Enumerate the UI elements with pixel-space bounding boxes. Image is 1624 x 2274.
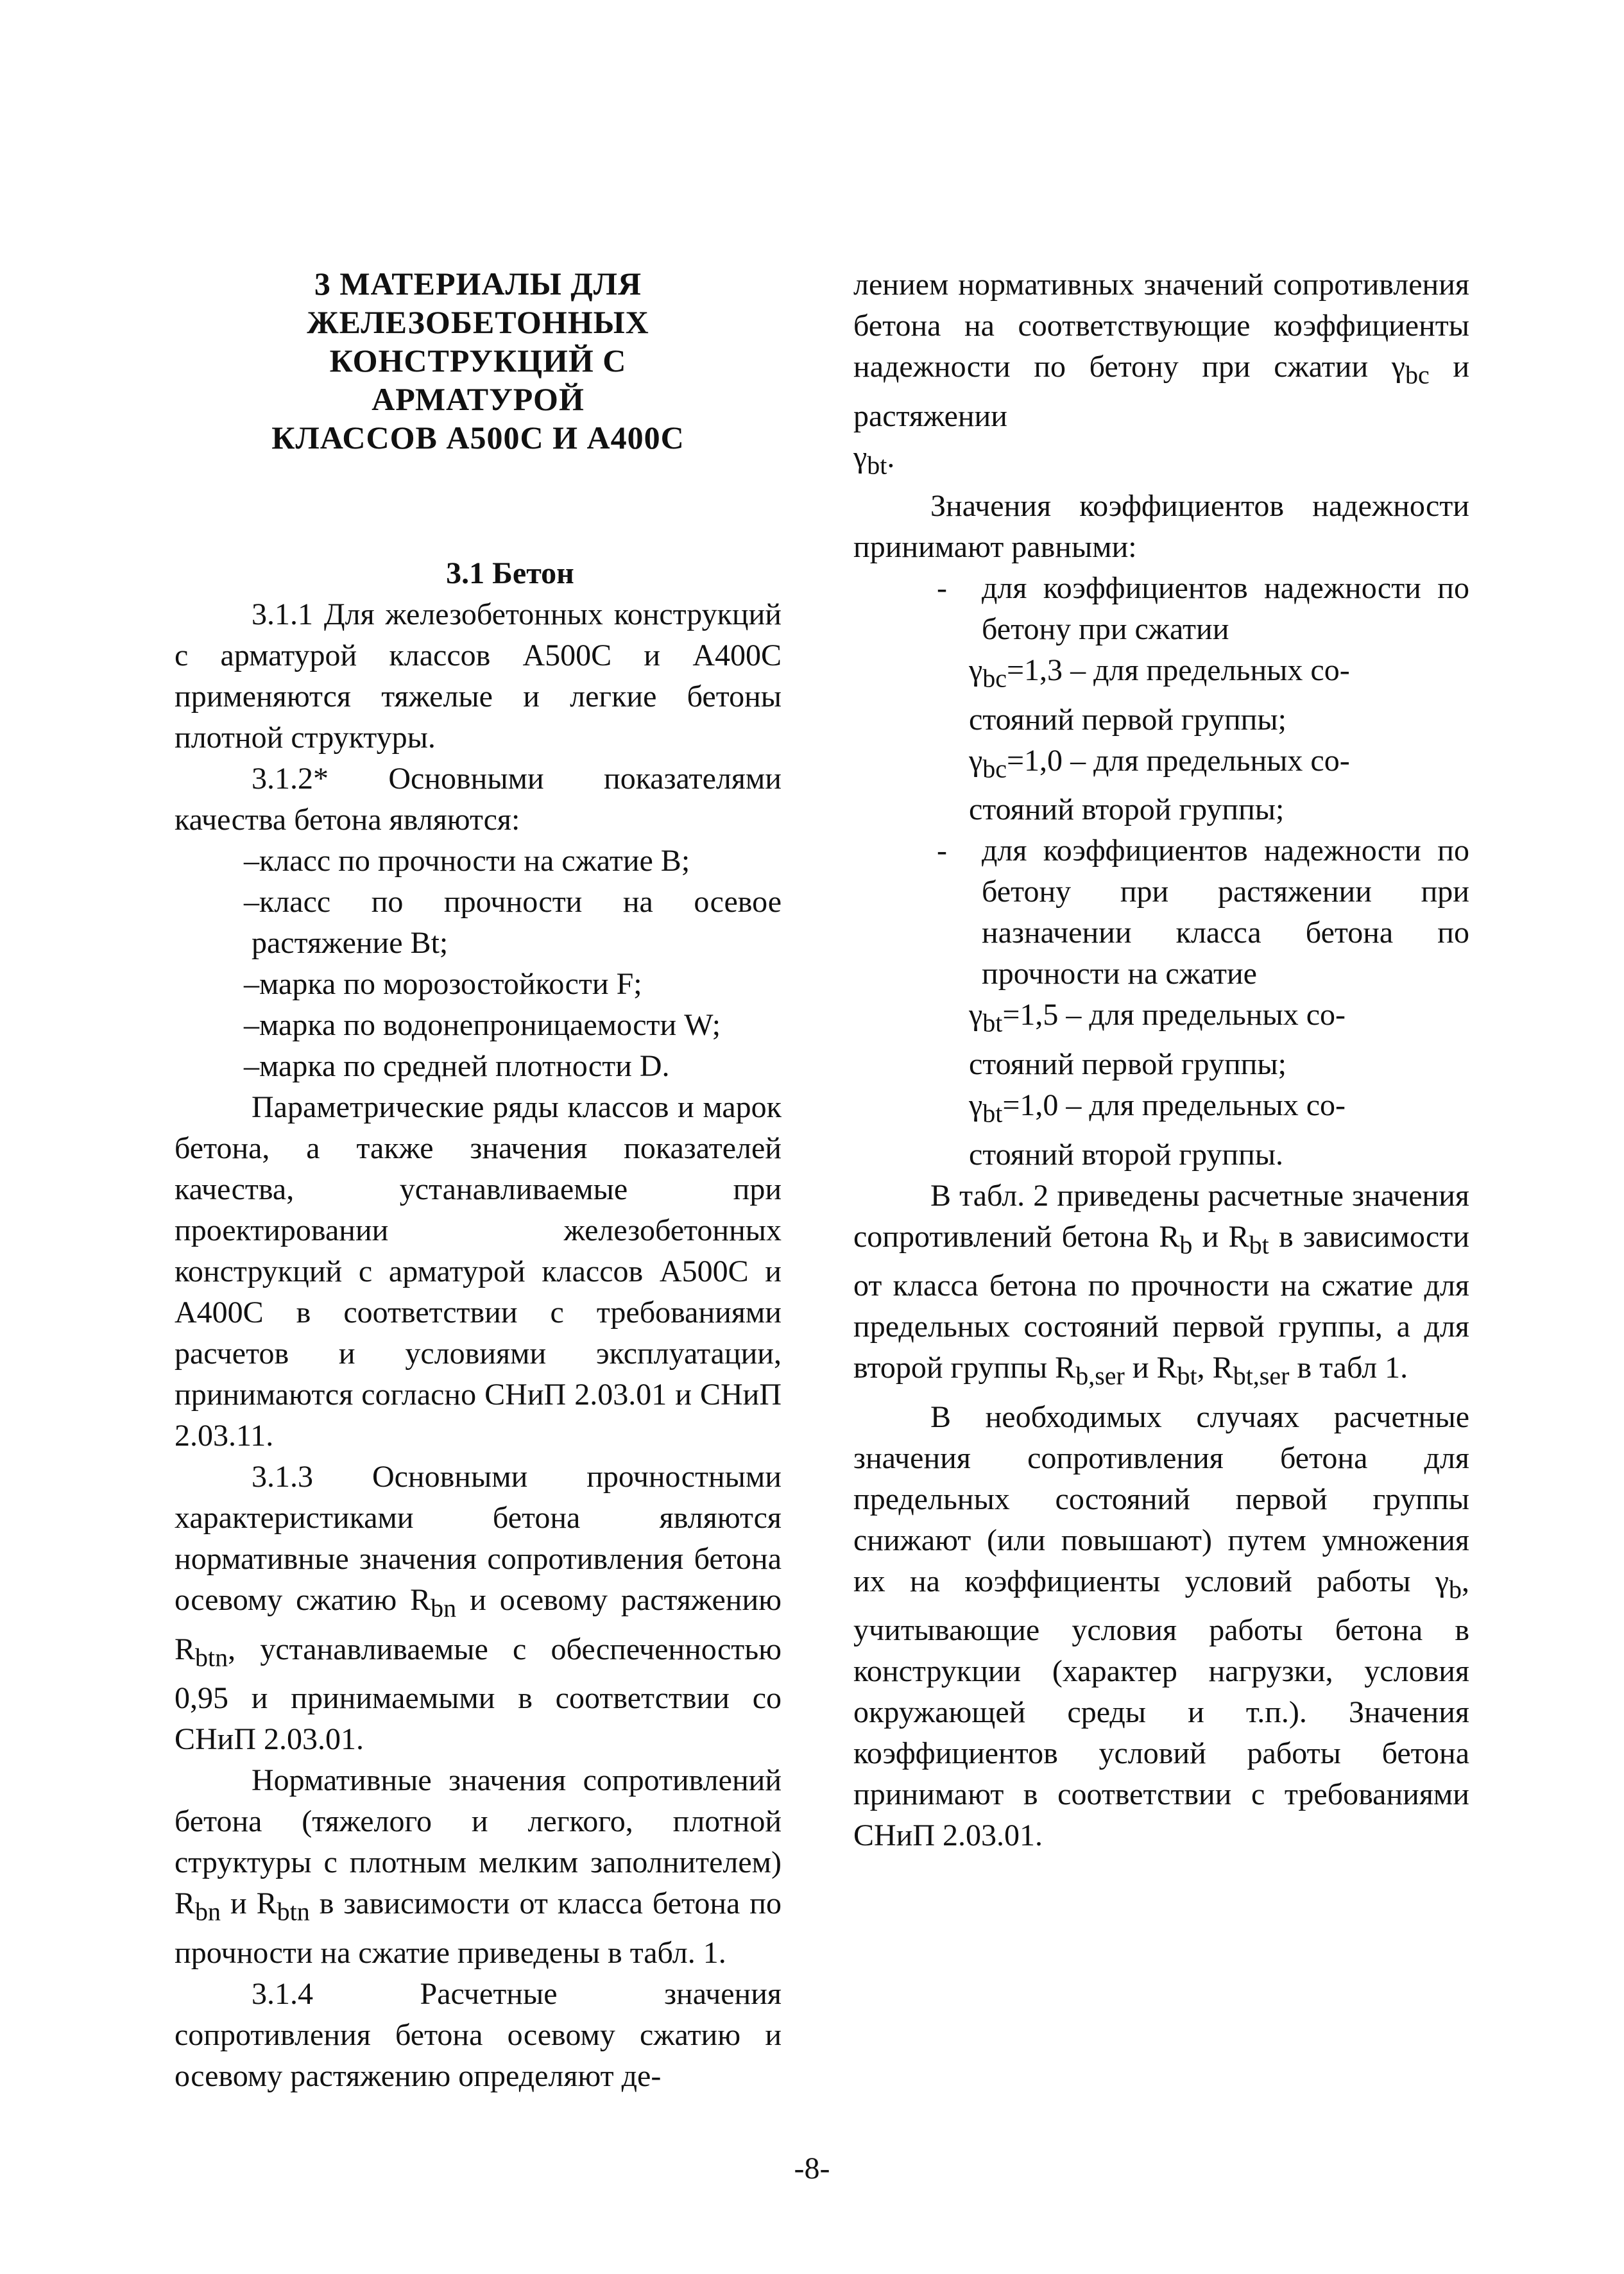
text: – для предельных со- bbox=[1058, 998, 1346, 1032]
text: лением нормативных значений сопротивления бетона на соответствующие коэффициенты надежности по бетону при сжатии γ bbox=[853, 268, 1469, 384]
coefficient-line bbox=[853, 995, 1469, 1044]
list-item: –марка по средней плотности D. bbox=[244, 1049, 670, 1083]
subscript: btn bbox=[277, 1897, 310, 1926]
paragraph-values: Значения коэффициентов надежности принимают равными: bbox=[853, 489, 1469, 565]
coefficient-line: стояний первой группы; bbox=[969, 702, 1286, 737]
subscript: b,ser bbox=[1075, 1361, 1125, 1390]
heading-line: АРМАТУРОЙ bbox=[372, 381, 585, 417]
coefficient-line: стояний первой группы; bbox=[969, 1047, 1286, 1081]
text: в зависимости от класса бетона по прочности на сжатие приведены в табл. 1. bbox=[175, 1886, 782, 1970]
text: и R bbox=[1192, 1219, 1249, 1254]
gamma-symbol: γ bbox=[969, 743, 983, 778]
coefficient-value: =1,5 bbox=[1002, 998, 1059, 1032]
subscript: bt bbox=[982, 1008, 1003, 1038]
subsection-heading: 3.1 Бетон bbox=[446, 556, 574, 590]
text: и растяжении bbox=[853, 350, 1470, 433]
heading-line: 3 МАТЕРИАЛЫ ДЛЯ bbox=[314, 266, 642, 302]
subscript: btn bbox=[195, 1643, 228, 1672]
bullet-item bbox=[853, 830, 1469, 995]
paragraph-3-1-3 bbox=[175, 1457, 782, 1760]
heading-line: КОНСТРУКЦИЙ С bbox=[329, 343, 627, 379]
subscript: bt bbox=[867, 450, 887, 480]
text: В необходимых случаях расчетные значения сопротивления бетона для предельных состояний первой группы снижают (или повышают) путем умножения их на коэффициенты условий работы γ bbox=[853, 1399, 1469, 1598]
text: Нормативные значения сопротивлений бетона (тяжелого и легкого, плотной структуры с плотным мелким заполнителем) R bbox=[175, 1763, 782, 1921]
text: и R bbox=[1124, 1351, 1177, 1385]
section-heading bbox=[200, 264, 756, 457]
text: для коэффициентов надежности по бетону при сжатии bbox=[982, 571, 1469, 647]
text: . bbox=[887, 440, 895, 474]
list-item: –класс по прочности на осевое растяжение Вt; bbox=[244, 885, 782, 960]
text: и R bbox=[221, 1886, 277, 1921]
subscript: bt,ser bbox=[1233, 1361, 1290, 1390]
gamma-symbol: γ bbox=[969, 998, 983, 1032]
text: в зависимости от класса бетона по прочности на сжатие для предельных состояний первой группы, а для второй группы R bbox=[853, 1219, 1470, 1385]
paragraph-3-1-1: 3.1.1 Для железобетонных конструкций с арматурой классов А500С и А400С применяются тяжелые и легкие бетоны плотной структуры. bbox=[175, 597, 782, 755]
gamma-symbol: γ bbox=[969, 1088, 983, 1122]
subscript: bt bbox=[1177, 1361, 1197, 1390]
subscript: bt bbox=[1249, 1230, 1269, 1260]
bullet-marker: - bbox=[937, 834, 947, 868]
text: – для предельных со- bbox=[1058, 1088, 1346, 1122]
text: 3.1.3 Основными прочностными характеристиками бетона являются нормативные значения сопротивления бетона осевому сжатию R bbox=[175, 1460, 782, 1617]
text: , учитывающие условия работы бетона в конструкции (характер нагрузки, условия окружающей среды и т.п.). Значения коэффициентов условий работы бетона принимают в соответствии с требованиями СНиП 2.03.01. bbox=[853, 1564, 1469, 1853]
subscript: bc bbox=[982, 663, 1007, 693]
coefficient-value: =1,0 bbox=[1002, 1088, 1059, 1122]
list-item: –марка по морозостойкости F; bbox=[244, 967, 642, 1001]
coefficient-line bbox=[853, 1085, 1469, 1134]
subscript: b bbox=[1449, 1575, 1462, 1604]
list-item: –класс по прочности на сжатие В; bbox=[244, 844, 690, 878]
coefficient-line bbox=[853, 650, 1469, 699]
left-column bbox=[175, 264, 782, 2097]
text: В табл. 2 приведены расчетные значения сопротивлений бетона R bbox=[853, 1178, 1469, 1254]
subscript: bn bbox=[195, 1897, 221, 1926]
gamma-symbol: γ bbox=[969, 653, 983, 688]
text: – для предельных со- bbox=[1063, 743, 1350, 778]
list-item: –марка по водонепроницаемости W; bbox=[244, 1008, 721, 1042]
bullet-item bbox=[853, 568, 1469, 650]
coefficient-line bbox=[853, 740, 1469, 790]
heading-line: ЖЕЛЕЗОБЕТОННЫХ bbox=[307, 304, 649, 340]
paragraph-table-2 bbox=[853, 1175, 1469, 1397]
coefficient-value: =1,0 bbox=[1006, 743, 1063, 778]
text: в табл 1. bbox=[1289, 1351, 1408, 1385]
right-column bbox=[853, 264, 1469, 1856]
page-number: -8- bbox=[794, 2151, 830, 2185]
paragraph-working-conditions bbox=[853, 1397, 1469, 1857]
subscript: b bbox=[1179, 1230, 1193, 1260]
paragraph-3-1-2: 3.1.2* Основными показателями качества бетона являются: bbox=[175, 762, 782, 837]
text: , устанавливаемые с обеспеченностью 0,95 и принимаемыми в соответствии со СНиП 2.03.01. bbox=[175, 1632, 782, 1757]
coefficient-value: =1,3 bbox=[1006, 653, 1063, 688]
heading-line: КЛАССОВ А500С И А400С bbox=[271, 420, 685, 456]
coefficient-line: стояний второй группы. bbox=[969, 1137, 1284, 1172]
paragraph-normative bbox=[175, 1760, 782, 1974]
paragraph-parametric: Параметрические ряды классов и марок бетона, а также значения показателей качества, устанавливаемые при проектировании железобетонных конструкций с арматурой классов А500С и А400С в соответствии с требованиями расчетов и условиями эксплуатации, принимаются согласно СНиП 2.03.01 и СНиП 2.03.11. bbox=[175, 1090, 782, 1453]
paragraph-continuation bbox=[853, 264, 1469, 486]
paragraph-3-1-4: 3.1.4 Расчетные значения сопротивления бетона осевому сжатию и осевому растяжению определяют де- bbox=[175, 1976, 782, 2093]
coefficient-line: стояний второй группы; bbox=[969, 792, 1285, 827]
subscript: bc bbox=[982, 754, 1007, 783]
text: , R bbox=[1197, 1351, 1233, 1385]
text: – для предельных со- bbox=[1063, 653, 1350, 688]
subscript: bt bbox=[982, 1099, 1003, 1128]
text: и осевому растяжению R bbox=[175, 1583, 782, 1666]
subscript: bc bbox=[1405, 360, 1430, 389]
subscript: bn bbox=[431, 1593, 457, 1623]
text: для коэффициентов надежности по бетону при растяжении при назначении класса бетона по прочности на сжатие bbox=[982, 834, 1469, 991]
bullet-marker: - bbox=[937, 571, 947, 606]
gamma-symbol: γ bbox=[853, 440, 868, 474]
